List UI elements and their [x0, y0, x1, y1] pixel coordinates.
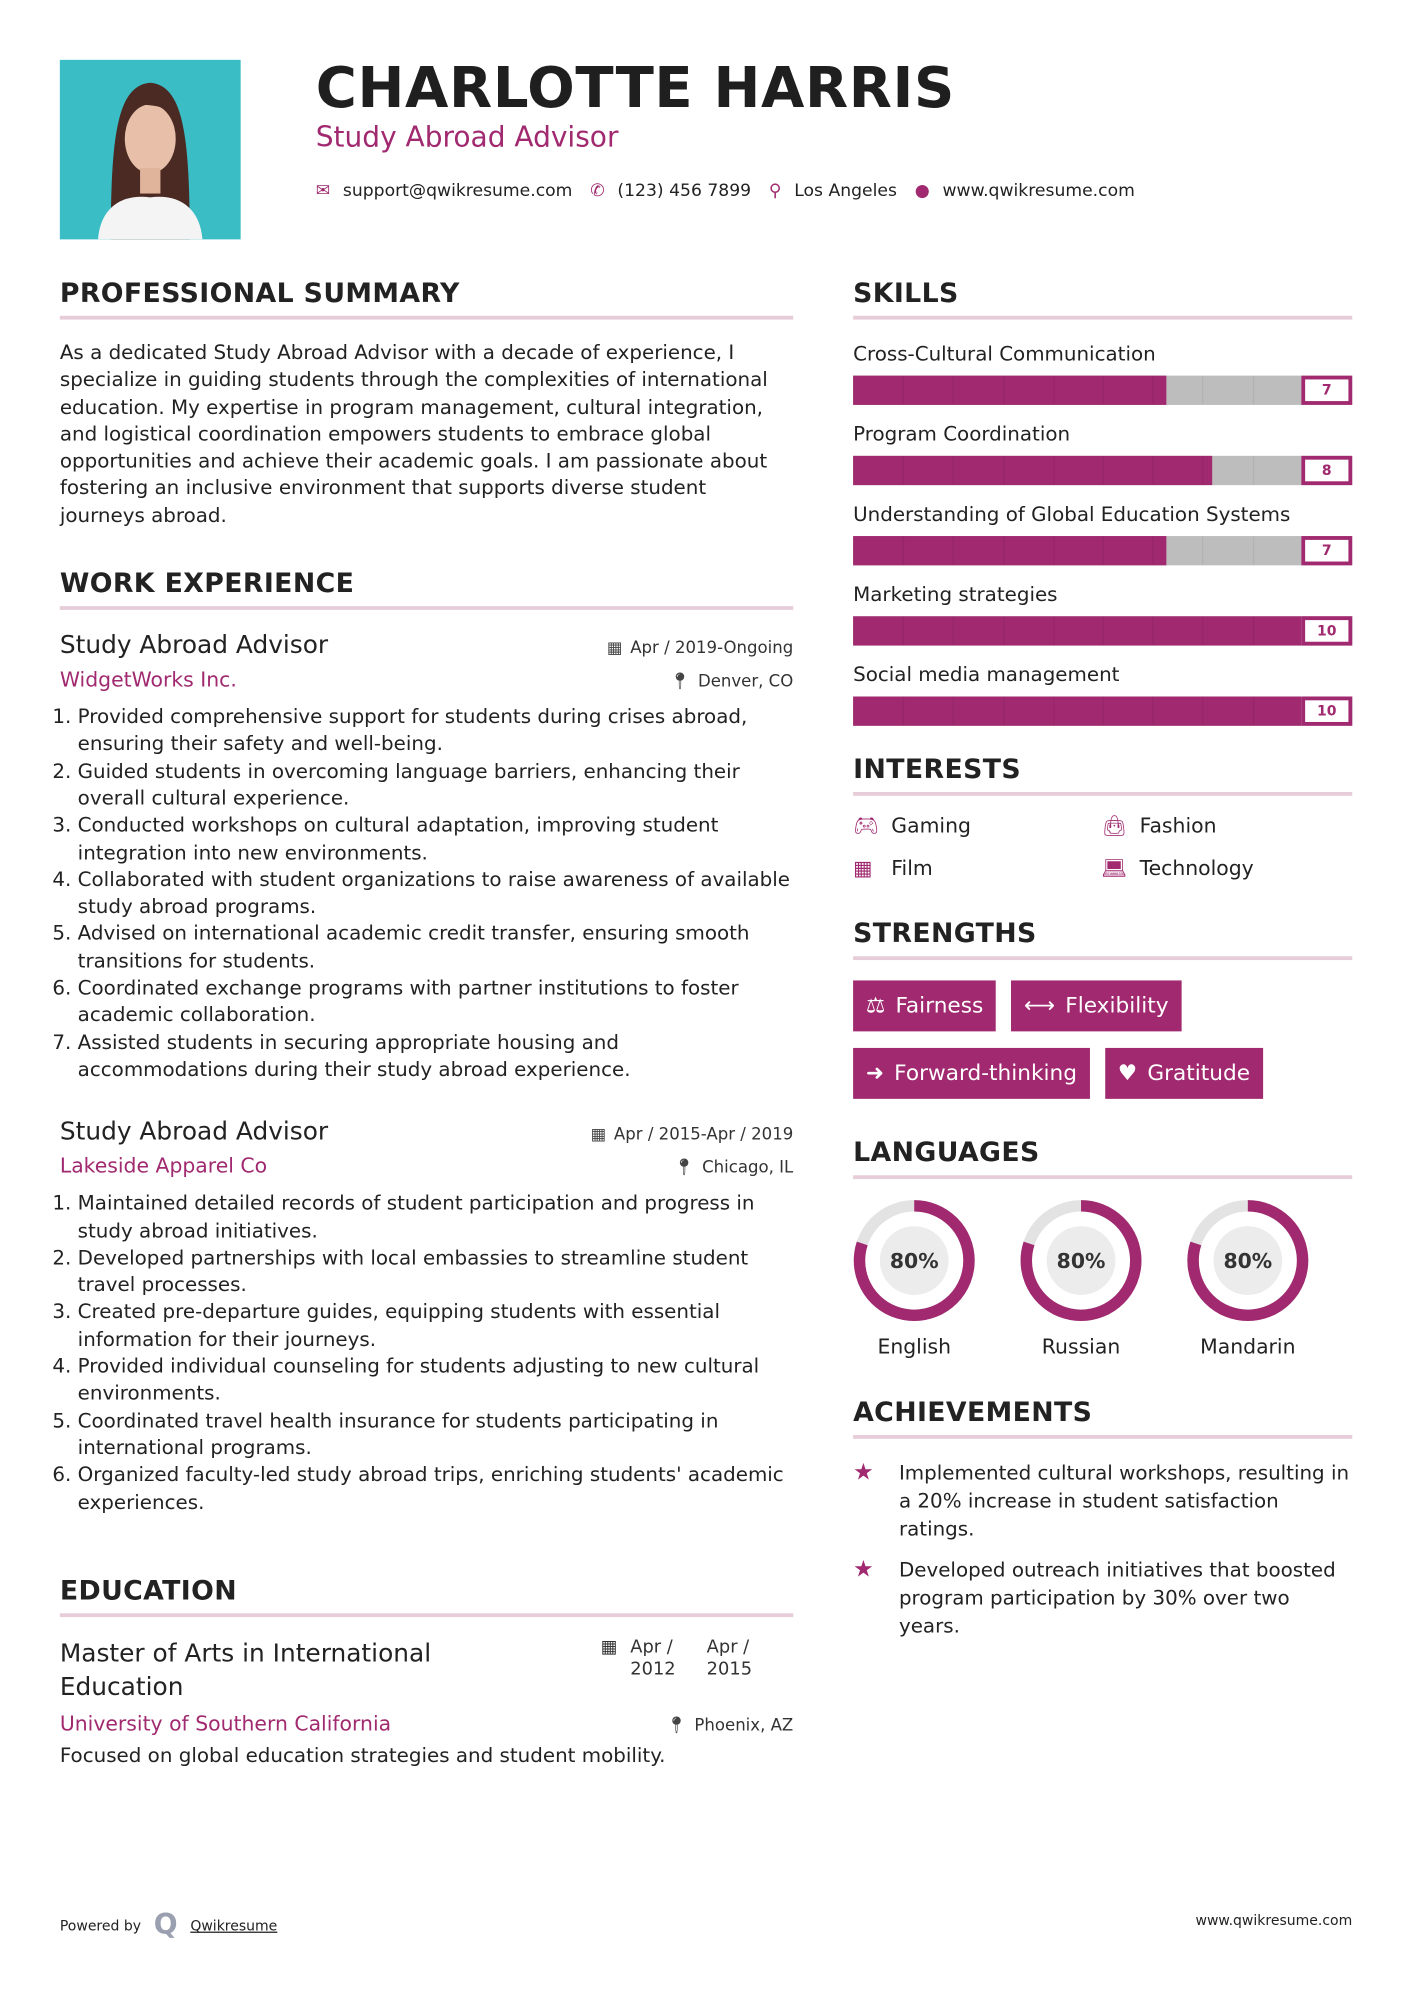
skill-label: Social media management: [853, 663, 1120, 687]
edu-location: Phoenix, AZ: [694, 1716, 794, 1736]
skill-item: [853, 340, 1352, 405]
edu-start: Apr / 2012: [630, 1637, 676, 1680]
languages-heading: LANGUAGES: [853, 1137, 1352, 1179]
interest-label: Technology: [1139, 855, 1254, 880]
bar-segment-divider: [1202, 536, 1203, 565]
language-percent: 80%: [1223, 1249, 1273, 1274]
email-text: support@qwikresume.com: [342, 180, 573, 202]
education-heading: EDUCATION: [60, 1575, 793, 1617]
bar-segment-divider: [1153, 616, 1154, 645]
languages-section: [853, 1137, 1352, 1359]
bar-segment-divider: [1003, 456, 1004, 485]
company-name: WidgetWorks Inc.: [59, 667, 237, 692]
skill-bar-fill: [853, 456, 1212, 485]
bullet-item: 5. Advised on international academic credit transfer, ensuring smooth transitions for students.: [78, 921, 794, 975]
bar-segment-divider: [903, 456, 904, 485]
bar-segment-divider: [1103, 536, 1104, 565]
bullet-item: 1. Maintained detailed records of student participation and progress in study abroad initiatives.: [78, 1191, 794, 1245]
location-text: Los Angeles: [794, 180, 897, 202]
phone-icon: ✆: [590, 180, 605, 202]
bar-segment-divider: [903, 696, 904, 725]
skill-item: [853, 420, 1352, 485]
bullet-item: 5. Coordinated travel health insurance for students participating in international programs.: [78, 1408, 794, 1462]
bar-segment-divider: [1252, 616, 1253, 645]
edu-end: Apr / 2015: [706, 1637, 753, 1680]
language-label: Russian: [1041, 1334, 1121, 1359]
interest-label: Film: [891, 855, 933, 880]
strength-label: Forward-thinking: [894, 1060, 1077, 1087]
pin-icon: 📍︎: [669, 672, 691, 692]
achievements-heading: ACHIEVEMENTS: [853, 1397, 1352, 1439]
strength-label: Flexibility: [1065, 993, 1169, 1019]
skill-bar: [853, 696, 1352, 725]
job-bullets: [60, 1191, 793, 1516]
bar-segment-divider: [1053, 616, 1054, 645]
bar-segment-divider: [953, 616, 954, 645]
bar-segment-divider: [1153, 376, 1154, 405]
bar-segment-divider: [1153, 696, 1154, 725]
achievement-text: Implemented cultural workshops, resulting in a 20% increase in student satisfaction ratings.: [898, 1461, 1350, 1541]
footer-powered-by: [60, 1910, 277, 1942]
summary-section: [60, 278, 793, 530]
job-entry: [60, 1117, 793, 1516]
skill-score: 7: [1301, 536, 1352, 565]
school-name: University of Southern California: [59, 1711, 392, 1736]
skills-section: [853, 278, 1352, 726]
star-icon: ★: [853, 1459, 874, 1486]
language-percent: 80%: [1056, 1249, 1106, 1274]
bar-segment-divider: [1053, 456, 1054, 485]
experience-section: [60, 568, 793, 1516]
skill-bar: [853, 376, 1352, 405]
language-item: [1187, 1199, 1309, 1358]
skill-bar-fill: [853, 376, 1167, 405]
skill-label: Program Coordination: [853, 422, 1071, 446]
bar-segment-divider: [1103, 616, 1104, 645]
bar-segment-divider: [1103, 376, 1104, 405]
bar-segment-divider: [1202, 456, 1203, 485]
bar-segment-divider: [1252, 696, 1253, 725]
job-dates: Apr / 2015-Apr / 2019: [613, 1125, 794, 1145]
skill-bar-fill: [853, 536, 1167, 565]
bullet-item: 4. Provided individual counseling for students adjusting to new cultural environments.: [78, 1354, 794, 1408]
bar-segment-divider: [1003, 696, 1004, 725]
bar-segment-divider: [903, 616, 904, 645]
bullet-item: 7. Assisted students in securing appropriate housing and accommodations during their study abroad experience.: [78, 1030, 794, 1084]
map-marker-icon: ⚲: [768, 180, 782, 202]
bullet-item: 2. Developed partnerships with local embassies to streamline student travel processes.: [78, 1245, 794, 1299]
skill-bar: [853, 616, 1352, 645]
calendar-icon: ▦: [590, 1125, 607, 1145]
job-title: Study Abroad Advisor: [59, 630, 329, 660]
achievements-section: [853, 1397, 1352, 1640]
skill-item: [853, 581, 1352, 646]
summary-text: As a dedicated Study Abroad Advisor with a decade of experience, I specialize in guiding students through the complexities of international education. My expertise in program management, cultural integration, and logistical coordination empowers students to embrace global opportunities and achieve their academic goals. I am passionate about fostering an inclusive environment that supports diverse student journeys abroad.: [59, 341, 768, 527]
arrow-right-icon: ➜: [865, 1060, 884, 1087]
language-ring: [1020, 1199, 1142, 1321]
bar-segment-divider: [903, 376, 904, 405]
bullet-item: 6. Coordinated exchange programs with partner institutions to foster academic collaboration.: [78, 975, 794, 1029]
bar-segment-divider: [1003, 376, 1004, 405]
contact-email[interactable]: [316, 181, 573, 201]
qwikresume-logo-icon: Q: [153, 1909, 178, 1942]
footer-website[interactable]: www.qwikresume.com: [1195, 1912, 1353, 1930]
job-title: Study Abroad Advisor: [59, 1116, 329, 1147]
bar-segment-divider: [953, 456, 954, 485]
bullet-item: 6. Organized faculty-led study abroad trips, enriching students' academic experiences.: [78, 1462, 794, 1516]
skill-score: 8: [1301, 456, 1352, 485]
strength-label: Fairness: [895, 993, 984, 1019]
contact-location: [769, 181, 897, 201]
skill-item: [853, 661, 1352, 726]
contact-phone[interactable]: [590, 181, 751, 201]
left-column: [60, 278, 793, 1809]
pin-icon: 📍︎: [665, 1716, 687, 1736]
balance-scale-icon: ⚖: [865, 993, 886, 1019]
skill-label: Marketing strategies: [853, 583, 1058, 607]
powered-by-text: Powered by: [59, 1917, 142, 1935]
strength-chip: [1105, 1048, 1263, 1099]
skills-heading: SKILLS: [853, 278, 1352, 320]
bar-segment-divider: [953, 376, 954, 405]
language-item: [1020, 1199, 1142, 1358]
bullet-item: 2. Guided students in overcoming language barriers, enhancing their overall cultural experience.: [78, 758, 794, 812]
film-icon: ▦: [853, 855, 873, 880]
bar-segment-divider: [1252, 456, 1253, 485]
bullet-item: 3. Conducted workshops on cultural adaptation, improving student integration into new environments.: [78, 813, 794, 867]
interest-label: Gaming: [891, 813, 971, 838]
skill-label: Understanding of Global Education Systems: [853, 502, 1291, 526]
job-location: Chicago, IL: [702, 1159, 794, 1179]
bar-segment-divider: [953, 536, 954, 565]
bar-segment-divider: [1252, 536, 1253, 565]
bar-segment-divider: [1153, 456, 1154, 485]
interest-item: [1101, 856, 1349, 880]
brand-link[interactable]: Qwikresume: [190, 1917, 278, 1935]
skill-score: 7: [1301, 376, 1352, 405]
summary-heading: PROFESSIONAL SUMMARY: [60, 278, 793, 320]
bar-segment-divider: [1153, 536, 1154, 565]
globe-icon: ●: [914, 180, 930, 202]
language-ring: [1187, 1199, 1309, 1321]
bar-segment-divider: [1003, 616, 1004, 645]
skill-bar: [853, 536, 1352, 565]
candidate-title: Study Abroad Advisor: [315, 122, 619, 155]
bar-segment-divider: [953, 696, 954, 725]
skill-bar: [853, 456, 1352, 485]
phone-text: (123) 456 7899: [617, 180, 752, 202]
bar-segment-divider: [1252, 376, 1253, 405]
job-dates: Apr / 2019-Ongoing: [630, 639, 794, 659]
bar-segment-divider: [1053, 696, 1054, 725]
website-text: www.qwikresume.com: [942, 180, 1135, 202]
pin-icon: 📍︎: [673, 1159, 695, 1179]
profile-photo: [60, 60, 241, 240]
gamepad-icon: 🎮︎: [853, 813, 879, 838]
strength-chip: [853, 1048, 1090, 1099]
experience-heading: WORK EXPERIENCE: [60, 568, 793, 610]
heart-icon: ♥: [1117, 1060, 1138, 1087]
calendar-icon: ▦: [606, 639, 623, 659]
interests-heading: INTERESTS: [853, 754, 1352, 796]
strengths-section: [853, 918, 1352, 1099]
contact-bar: [316, 181, 1135, 201]
bullet-item: 1. Provided comprehensive support for students during crises abroad, ensuring their safety and well-being.: [78, 704, 794, 758]
language-label: English: [877, 1334, 952, 1359]
achievement-item: [853, 1556, 1352, 1640]
interest-item: [853, 814, 1101, 838]
language-label: Mandarin: [1200, 1334, 1296, 1359]
strength-label: Gratitude: [1147, 1060, 1251, 1087]
company-name: Lakeside Apparel Co: [59, 1153, 268, 1179]
bullet-item: 4. Collaborated with student organizations to raise awareness of available study abroad programs.: [78, 867, 794, 921]
interest-item: [853, 856, 1101, 880]
calendar-icon: ▦: [600, 1637, 618, 1658]
arrows-horizontal-icon: ⟷: [1024, 993, 1056, 1019]
skill-score: 10: [1301, 616, 1352, 645]
strengths-heading: STRENGTHS: [853, 918, 1352, 960]
achievement-item: [853, 1459, 1352, 1543]
bar-segment-divider: [1202, 616, 1203, 645]
skill-label: Cross-Cultural Communication: [853, 342, 1156, 366]
job-entry: [60, 630, 793, 1083]
language-percent: 80%: [889, 1249, 939, 1274]
laptop-icon: 💻︎: [1101, 855, 1128, 880]
edu-description: Focused on global education strategies and student mobility.: [59, 1744, 666, 1768]
education-section: [60, 1575, 793, 1770]
language-ring: [853, 1199, 975, 1321]
shopping-bag-icon: 👜︎: [1101, 813, 1128, 838]
skill-score: 10: [1301, 696, 1352, 725]
strength-chip: [853, 980, 996, 1031]
job-bullets: [60, 704, 793, 1084]
bar-segment-divider: [1202, 376, 1203, 405]
interest-item: [1101, 814, 1349, 838]
strength-chip: [1011, 980, 1181, 1031]
bar-segment-divider: [1202, 696, 1203, 725]
interest-label: Fashion: [1139, 813, 1217, 838]
envelope-icon: ✉: [315, 180, 331, 202]
bar-segment-divider: [1053, 536, 1054, 565]
bar-segment-divider: [1103, 696, 1104, 725]
bar-segment-divider: [903, 536, 904, 565]
skill-item: [853, 500, 1352, 565]
contact-website[interactable]: [915, 181, 1135, 201]
bar-segment-divider: [1103, 456, 1104, 485]
achievement-text: Developed outreach initiatives that boosted program participation by 30% over two years.: [898, 1558, 1336, 1638]
bar-segment-divider: [1003, 536, 1004, 565]
candidate-name: CHARLOTTE HARRIS: [315, 56, 956, 121]
interests-section: [853, 754, 1352, 880]
job-location: Denver, CO: [697, 672, 794, 692]
right-column: [853, 278, 1352, 1679]
degree-title: Master of Arts in International Education: [59, 1638, 432, 1701]
language-item: [853, 1199, 975, 1358]
star-icon: ★: [853, 1555, 874, 1583]
bar-segment-divider: [1053, 376, 1054, 405]
bullet-item: 3. Created pre-departure guides, equipping students with essential information for their journeys.: [78, 1299, 794, 1353]
